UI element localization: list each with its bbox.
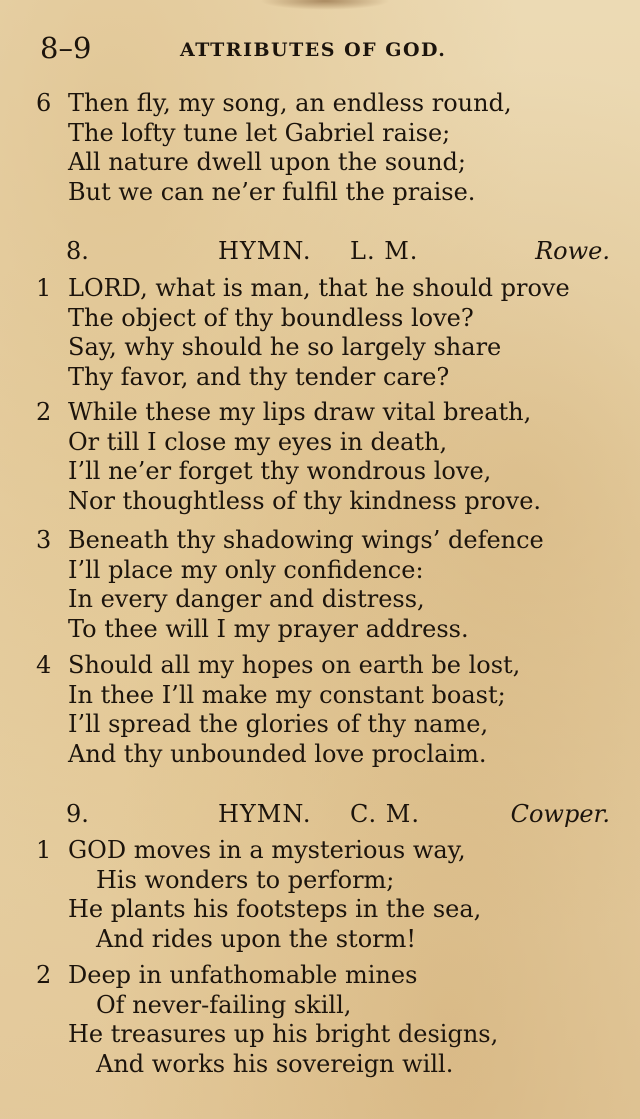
verse-line: I’ll ne’er forget thy wondrous love,	[68, 457, 492, 485]
hymn-number: 8.	[66, 237, 89, 265]
verse-line: Should all my hopes on earth be lost,	[68, 651, 521, 679]
verse-line: Nor thoughtless of thy kindness prove.	[68, 486, 542, 515]
hymn-author: Rowe.	[535, 237, 610, 265]
page-number: 8–9	[40, 31, 92, 65]
verse-line: He plants his footsteps in the sea,	[68, 895, 482, 923]
verse-line: And rides upon the storm!	[96, 924, 417, 953]
hymn-heading	[66, 796, 610, 832]
hymn-meter: C. M.	[350, 800, 420, 828]
page-stain	[260, 0, 390, 10]
verse-line: His wonders to perform;	[96, 865, 395, 894]
verse-line: And works his sovereign will.	[96, 1049, 454, 1078]
verse-line: But we can ne’er fulfil the praise.	[68, 177, 476, 206]
verse-line: In every danger and distress,	[68, 585, 425, 613]
stanza-number: 2	[36, 398, 52, 426]
verse-line: GOD moves in a mysterious way,	[68, 836, 466, 864]
hymn-number: 9.	[66, 800, 89, 828]
verse-line: He treasures up his bright designs,	[68, 1020, 499, 1048]
verse-line: LORD, what is man, that he should prove	[68, 274, 570, 302]
hymn-title: HYMN.	[218, 800, 312, 828]
stanza-number: 6	[36, 89, 52, 117]
hymn-meter: L. M.	[350, 237, 419, 265]
verse-line: The object of thy boundless love?	[68, 303, 474, 332]
verse-line: All nature dwell upon the sound;	[68, 148, 466, 176]
verse-line: Beneath thy shadowing wings’ defence	[68, 526, 544, 554]
verse-line: Of never-failing skill,	[96, 990, 352, 1019]
page-header	[40, 28, 610, 68]
hymn-heading	[66, 233, 610, 269]
verse-line: While these my lips draw vital breath,	[68, 398, 532, 426]
hymn-author: Cowper.	[510, 800, 610, 828]
verse-line: I’ll place my only confidence:	[68, 555, 424, 584]
verse-line: Then fly, my song, an endless round,	[68, 89, 512, 117]
stanza-number: 3	[36, 526, 52, 554]
running-title: ATTRIBUTES OF GOD.	[180, 39, 447, 61]
verse-line: And thy unbounded love proclaim.	[68, 739, 487, 768]
verse-line: Deep in unfathomable mines	[68, 961, 418, 989]
hymn-title: HYMN.	[218, 237, 312, 265]
verse-line: Or till I close my eyes in death,	[68, 427, 448, 456]
stanza-number: 4	[36, 651, 52, 679]
stanza-number: 2	[36, 961, 52, 989]
stanza-number: 1	[36, 274, 52, 302]
verse-line: Say, why should he so largely share	[68, 333, 502, 361]
verse-line: The lofty tune let Gabriel raise;	[68, 118, 451, 147]
verse-line: Thy favor, and thy tender care?	[68, 362, 450, 391]
verse-line: In thee I’ll make my constant boast;	[68, 680, 506, 709]
verse-line: To thee will I my prayer address.	[68, 614, 469, 643]
verse-line: I’ll spread the glories of thy name,	[68, 710, 489, 738]
stanza-number: 1	[36, 836, 52, 864]
